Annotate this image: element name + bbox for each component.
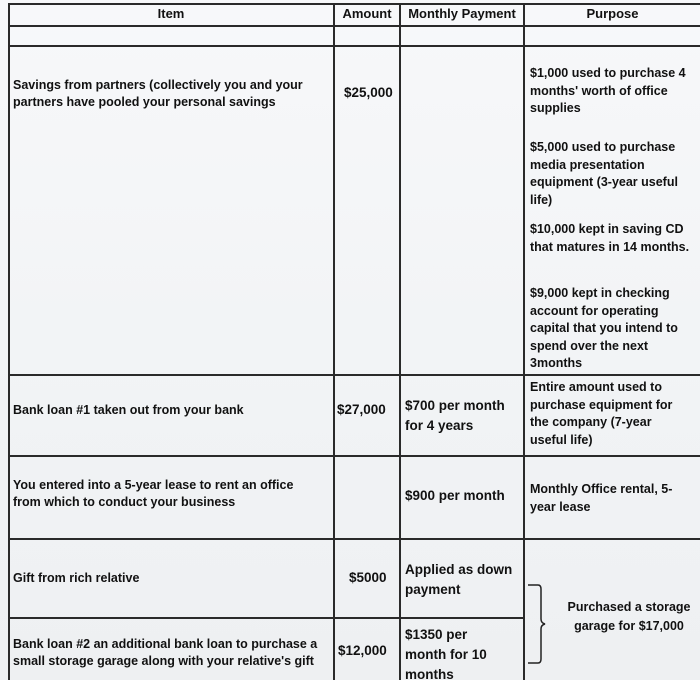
purpose-note: $10,000 kept in saving CD that matures in 14 months.: [530, 222, 690, 254]
table-top-border: [8, 3, 700, 5]
header-amount: Amount: [342, 6, 392, 21]
table-row-amount: $12,000: [338, 643, 387, 658]
purpose-note: $9,000 kept in checking account for operating capital that you intend to spend over the next 3months: [530, 286, 678, 370]
curly-brace-icon: [526, 583, 554, 665]
table-row-monthly-payment: $900 per month: [405, 488, 505, 503]
column-divider: [399, 3, 401, 680]
header-purpose: Purpose: [586, 6, 639, 21]
column-divider: [523, 3, 525, 680]
table-row-amount: $25,000: [344, 85, 393, 100]
table-row-monthly-payment: Applied as down payment: [405, 562, 513, 597]
purpose-note: Monthly Office rental, 5-year lease: [530, 482, 673, 514]
purpose-note: $1,000 used to purchase 4 months' worth of office supplies: [530, 66, 686, 115]
header-monthly-payment: Monthly Payment: [408, 6, 516, 21]
row-separator: [8, 455, 700, 457]
table-row-item: Bank loan #2 an additional bank loan to purchase a small storage garage along with your relative's gift: [13, 637, 318, 668]
table-row-item: You entered into a 5-year lease to rent an office from which to conduct your business: [13, 478, 294, 509]
row-separator: [8, 374, 700, 376]
column-divider: [333, 3, 335, 680]
row-separator: [8, 45, 700, 47]
table-row-item: Gift from rich relative: [13, 571, 140, 585]
header-bottom-border: [8, 25, 700, 27]
table-left-border: [8, 3, 10, 680]
table-row-amount: $27,000: [337, 402, 386, 417]
table-row-monthly-payment: $1350 per month for 10 months: [405, 627, 487, 682]
table-row-monthly-payment: $700 per month for 4 years: [405, 398, 505, 433]
row-separator-partial: [8, 617, 525, 619]
shared-purpose-label: Purchased a storage garage for $17,000: [567, 600, 691, 633]
purpose-note: Entire amount used to purchase equipment for the company (7-year useful life): [530, 380, 673, 447]
row-separator: [8, 538, 700, 540]
purpose-note: $5,000 used to purchase media presentation equipment (3-year useful life): [530, 140, 678, 207]
table-row-item: Bank loan #1 taken out from your bank: [13, 403, 244, 417]
header-item: Item: [157, 6, 185, 21]
table-row-item: Savings from partners (collectively you and your partners have pooled your personal savings: [13, 78, 303, 109]
table-row-amount: $5000: [349, 570, 387, 585]
